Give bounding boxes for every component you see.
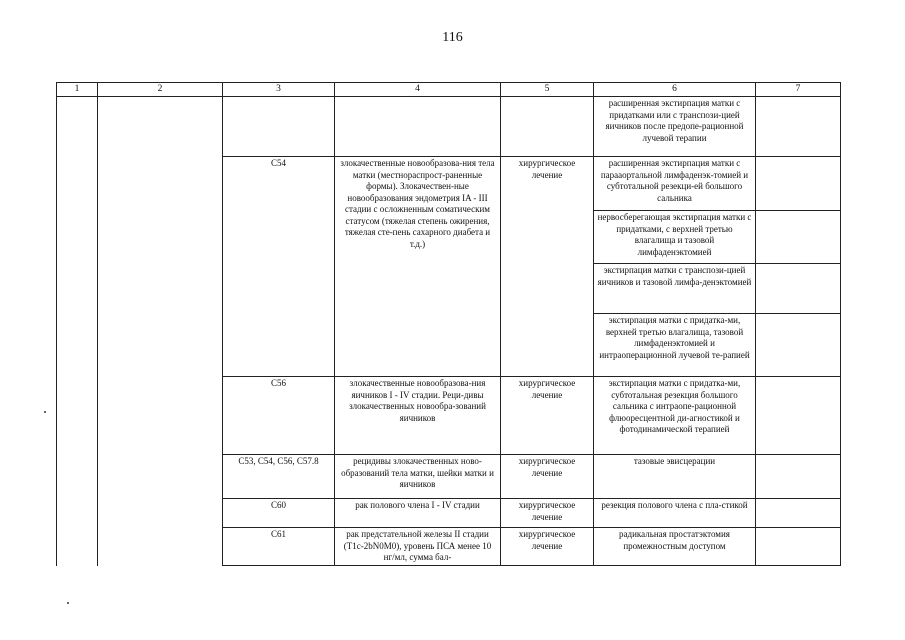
treatment-cell: хирургическое лечение — [501, 528, 594, 566]
col7-cell — [756, 499, 841, 528]
scan-speck — [67, 602, 69, 604]
intervention-cell: расширенная экстирпация матки с парааортальной лимфаденэк-томией и субтотальной резекци-ей большого сальника — [594, 157, 756, 211]
table-row — [57, 97, 841, 157]
intervention-cell: нервосберегающая экстирпация матки с придатками, с верхней третью влагалища и тазовой лимфаденэктомией — [594, 211, 756, 264]
diagnosis-code-cell: C60 — [223, 499, 335, 528]
col7-cell — [756, 157, 841, 211]
column-number: 2 — [98, 83, 223, 97]
scan-speck — [44, 411, 46, 413]
column-number: 3 — [223, 83, 335, 97]
disease-cell: злокачественные новообразова-ния яичников I - IV стадии. Реци-дивы злокачественных новообра-зований яичников — [335, 377, 501, 455]
treatment-cell: хирургическое лечение — [501, 377, 594, 455]
diagnosis-code-cell — [223, 97, 335, 157]
col7-cell — [756, 377, 841, 455]
column-number: 1 — [57, 83, 98, 97]
column-number: 7 — [756, 83, 841, 97]
intervention-cell: тазовые эвисцерации — [594, 455, 756, 499]
disease-cell: рак полового члена I - IV стадии — [335, 499, 501, 528]
treatment-cell: хирургическое лечение — [501, 499, 594, 528]
medical-care-table — [56, 82, 841, 566]
treatment-cell: хирургическое лечение — [501, 455, 594, 499]
disease-cell: рецидивы злокачественных ново-образований тела матки, шейки матки и яичников — [335, 455, 501, 499]
treatment-cell — [501, 97, 594, 157]
col7-cell — [756, 314, 841, 377]
column-number-row — [57, 83, 841, 97]
intervention-cell: резекция полового члена с пла-стикой — [594, 499, 756, 528]
col7-cell — [756, 264, 841, 314]
col7-cell — [756, 455, 841, 499]
col7-cell — [756, 97, 841, 157]
intervention-cell: экстирпация матки с транспози-цией яичников и тазовой лимфа-денэктомией — [594, 264, 756, 314]
disease-cell: злокачественные новообразова-ния тела матки (местнораспрост-раненные формы). Злокачествен-ные новообразования эндометрия IA - III стадии с осложненным соматическим статусом (тяжелая степень ожирения, тяжелая сте-пень сахарного диабета и т.д.) — [335, 157, 501, 377]
intervention-cell: радикальная простатэктомия промежностным доступом — [594, 528, 756, 566]
col1-cell — [57, 97, 98, 566]
diagnosis-code-cell: C56 — [223, 377, 335, 455]
column-number: 6 — [594, 83, 756, 97]
col7-cell — [756, 211, 841, 264]
diagnosis-code-cell: C61 — [223, 528, 335, 566]
intervention-cell: экстирпация матки с придатка-ми, верхней третью влагалища, тазовой лимфаденэктомией и интраоперационной лучевой те-рапией — [594, 314, 756, 377]
disease-cell: рак предстательной железы II стадии (T1c-2bN0M0), уровень ПСА менее 10 нг/мл, сумма бал- — [335, 528, 501, 566]
page-number: 116 — [442, 30, 463, 45]
disease-cell — [335, 97, 501, 157]
treatment-cell: хирургическое лечение — [501, 157, 594, 377]
intervention-cell: расширенная экстирпация матки с придатками или с транспози-цией яичников после предопе-рационной лучевой терапии — [594, 97, 756, 157]
col2-cell — [98, 97, 223, 566]
diagnosis-code-cell: C53, C54, C56, C57.8 — [223, 455, 335, 499]
intervention-cell: экстирпация матки с придатка-ми, субтотальная резекция большого сальника с интраопе-рационной флюоресцентной ди-агностикой и фотодинамической терапией — [594, 377, 756, 455]
column-number: 4 — [335, 83, 501, 97]
column-number: 5 — [501, 83, 594, 97]
diagnosis-code-cell: C54 — [223, 157, 335, 377]
col7-cell — [756, 528, 841, 566]
